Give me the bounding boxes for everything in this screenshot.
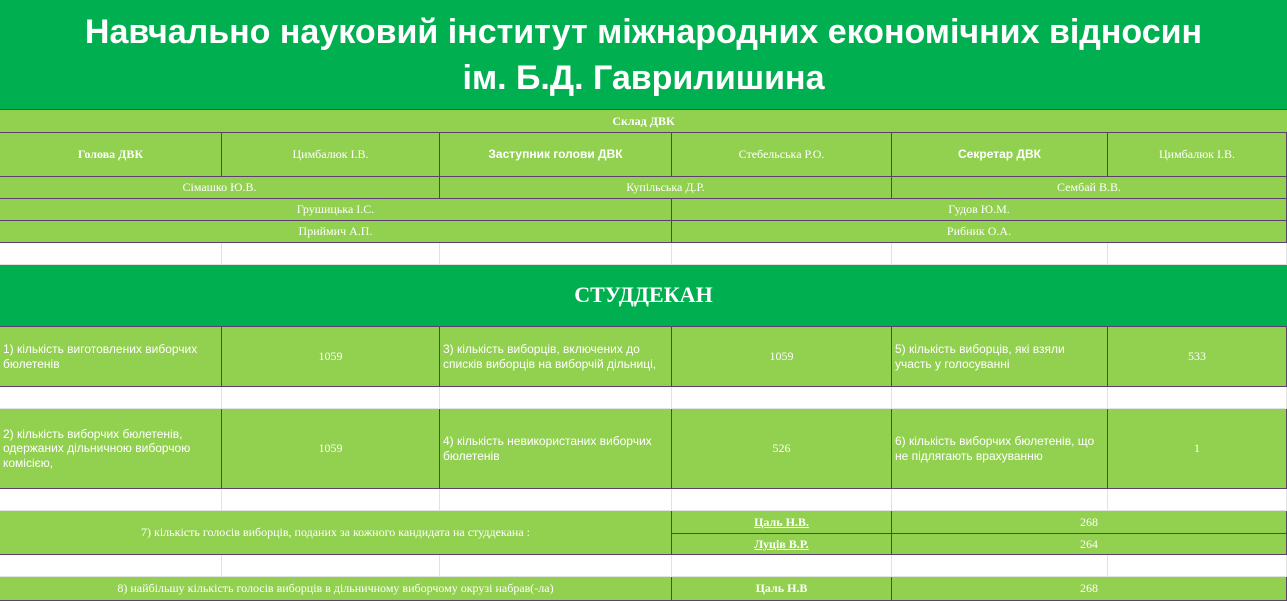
empty-cell	[892, 489, 1108, 511]
empty-cell	[440, 489, 672, 511]
stat-value: 1	[1108, 409, 1287, 489]
member-name: Приймич А.П.	[0, 221, 672, 243]
stat-label: 4) кількість невикористаних виборчих бюлетенів	[440, 409, 672, 489]
stat-label: 6) кількість виборчих бюлетенів, що не підлягають врахуванню	[892, 409, 1108, 489]
stat-value: 1059	[672, 327, 892, 387]
stat-value: 526	[672, 409, 892, 489]
section-title: СТУДДЕКАН	[0, 265, 1287, 327]
institute-title-line2: ім. Б.Д. Гаврилишина	[462, 58, 825, 97]
empty-cell	[0, 243, 222, 265]
member-name: Купільська Д.Р.	[440, 177, 892, 199]
commission-title: Склад ДВК	[0, 110, 1287, 133]
candidate-votes: 268	[892, 511, 1287, 534]
empty-cell	[1108, 243, 1287, 265]
candidate-name: Луців В.Р.	[672, 534, 892, 555]
stat-value: 1059	[222, 327, 440, 387]
empty-cell	[672, 243, 892, 265]
empty-cell	[0, 555, 222, 577]
winner-votes: 268	[892, 577, 1287, 601]
stat-value: 1059	[222, 409, 440, 489]
member-name: Грушицька І.С.	[0, 199, 672, 221]
secretary-label: Секретар ДВК	[892, 133, 1108, 177]
empty-cell	[1108, 555, 1287, 577]
empty-cell	[1108, 387, 1287, 409]
empty-cell	[440, 555, 672, 577]
empty-cell	[440, 387, 672, 409]
stat-label: 1) кількість виготовлених виборчих бюлетенів	[0, 327, 222, 387]
stat-label: 5) кількість виборців, які взяли участь у голосуванні	[892, 327, 1108, 387]
head-name: Цимбалюк І.В.	[222, 133, 440, 177]
empty-cell	[672, 387, 892, 409]
institute-title-line1: Навчально науковий інститут міжнародних економічних відносин	[84, 12, 1203, 51]
stat-label: 3) кількість виборців, включених до списків виборців на виборчій дільниці,	[440, 327, 672, 387]
empty-cell	[222, 555, 440, 577]
winner-label: 8) найбільшу кількість голосів виборців в дільничному виборчому окрузі набрав(-ла)	[0, 577, 672, 601]
empty-cell	[672, 555, 892, 577]
empty-cell	[892, 555, 1108, 577]
member-name: Гудов Ю.М.	[672, 199, 1287, 221]
empty-cell	[892, 387, 1108, 409]
deputy-label: Заступник голови ДВК	[440, 133, 672, 177]
empty-cell	[1108, 489, 1287, 511]
deputy-name: Стебельська Р.О.	[672, 133, 892, 177]
empty-cell	[222, 243, 440, 265]
empty-cell	[0, 489, 222, 511]
empty-cell	[0, 387, 222, 409]
stat-label: 2) кількість виборчих бюлетенів, одержаних дільничною виборчою комісією,	[0, 409, 222, 489]
member-name: Сембай В.В.	[892, 177, 1287, 199]
head-label: Голова ДВК	[0, 133, 222, 177]
member-name: Рибник О.А.	[672, 221, 1287, 243]
institute-title	[0, 0, 1287, 110]
empty-cell	[672, 489, 892, 511]
secretary-name: Цимбалюк І.В.	[1108, 133, 1287, 177]
winner-name: Цаль Н.В	[672, 577, 892, 601]
empty-cell	[440, 243, 672, 265]
empty-cell	[222, 387, 440, 409]
candidate-votes: 264	[892, 534, 1287, 555]
member-name: Сімашко Ю.В.	[0, 177, 440, 199]
empty-cell	[222, 489, 440, 511]
candidate-name: Цаль Н.В.	[672, 511, 892, 534]
stat-value: 533	[1108, 327, 1287, 387]
empty-cell	[892, 243, 1108, 265]
votes-label: 7) кількість голосів виборців, поданих за кожного кандидата на студдекана :	[0, 511, 672, 555]
